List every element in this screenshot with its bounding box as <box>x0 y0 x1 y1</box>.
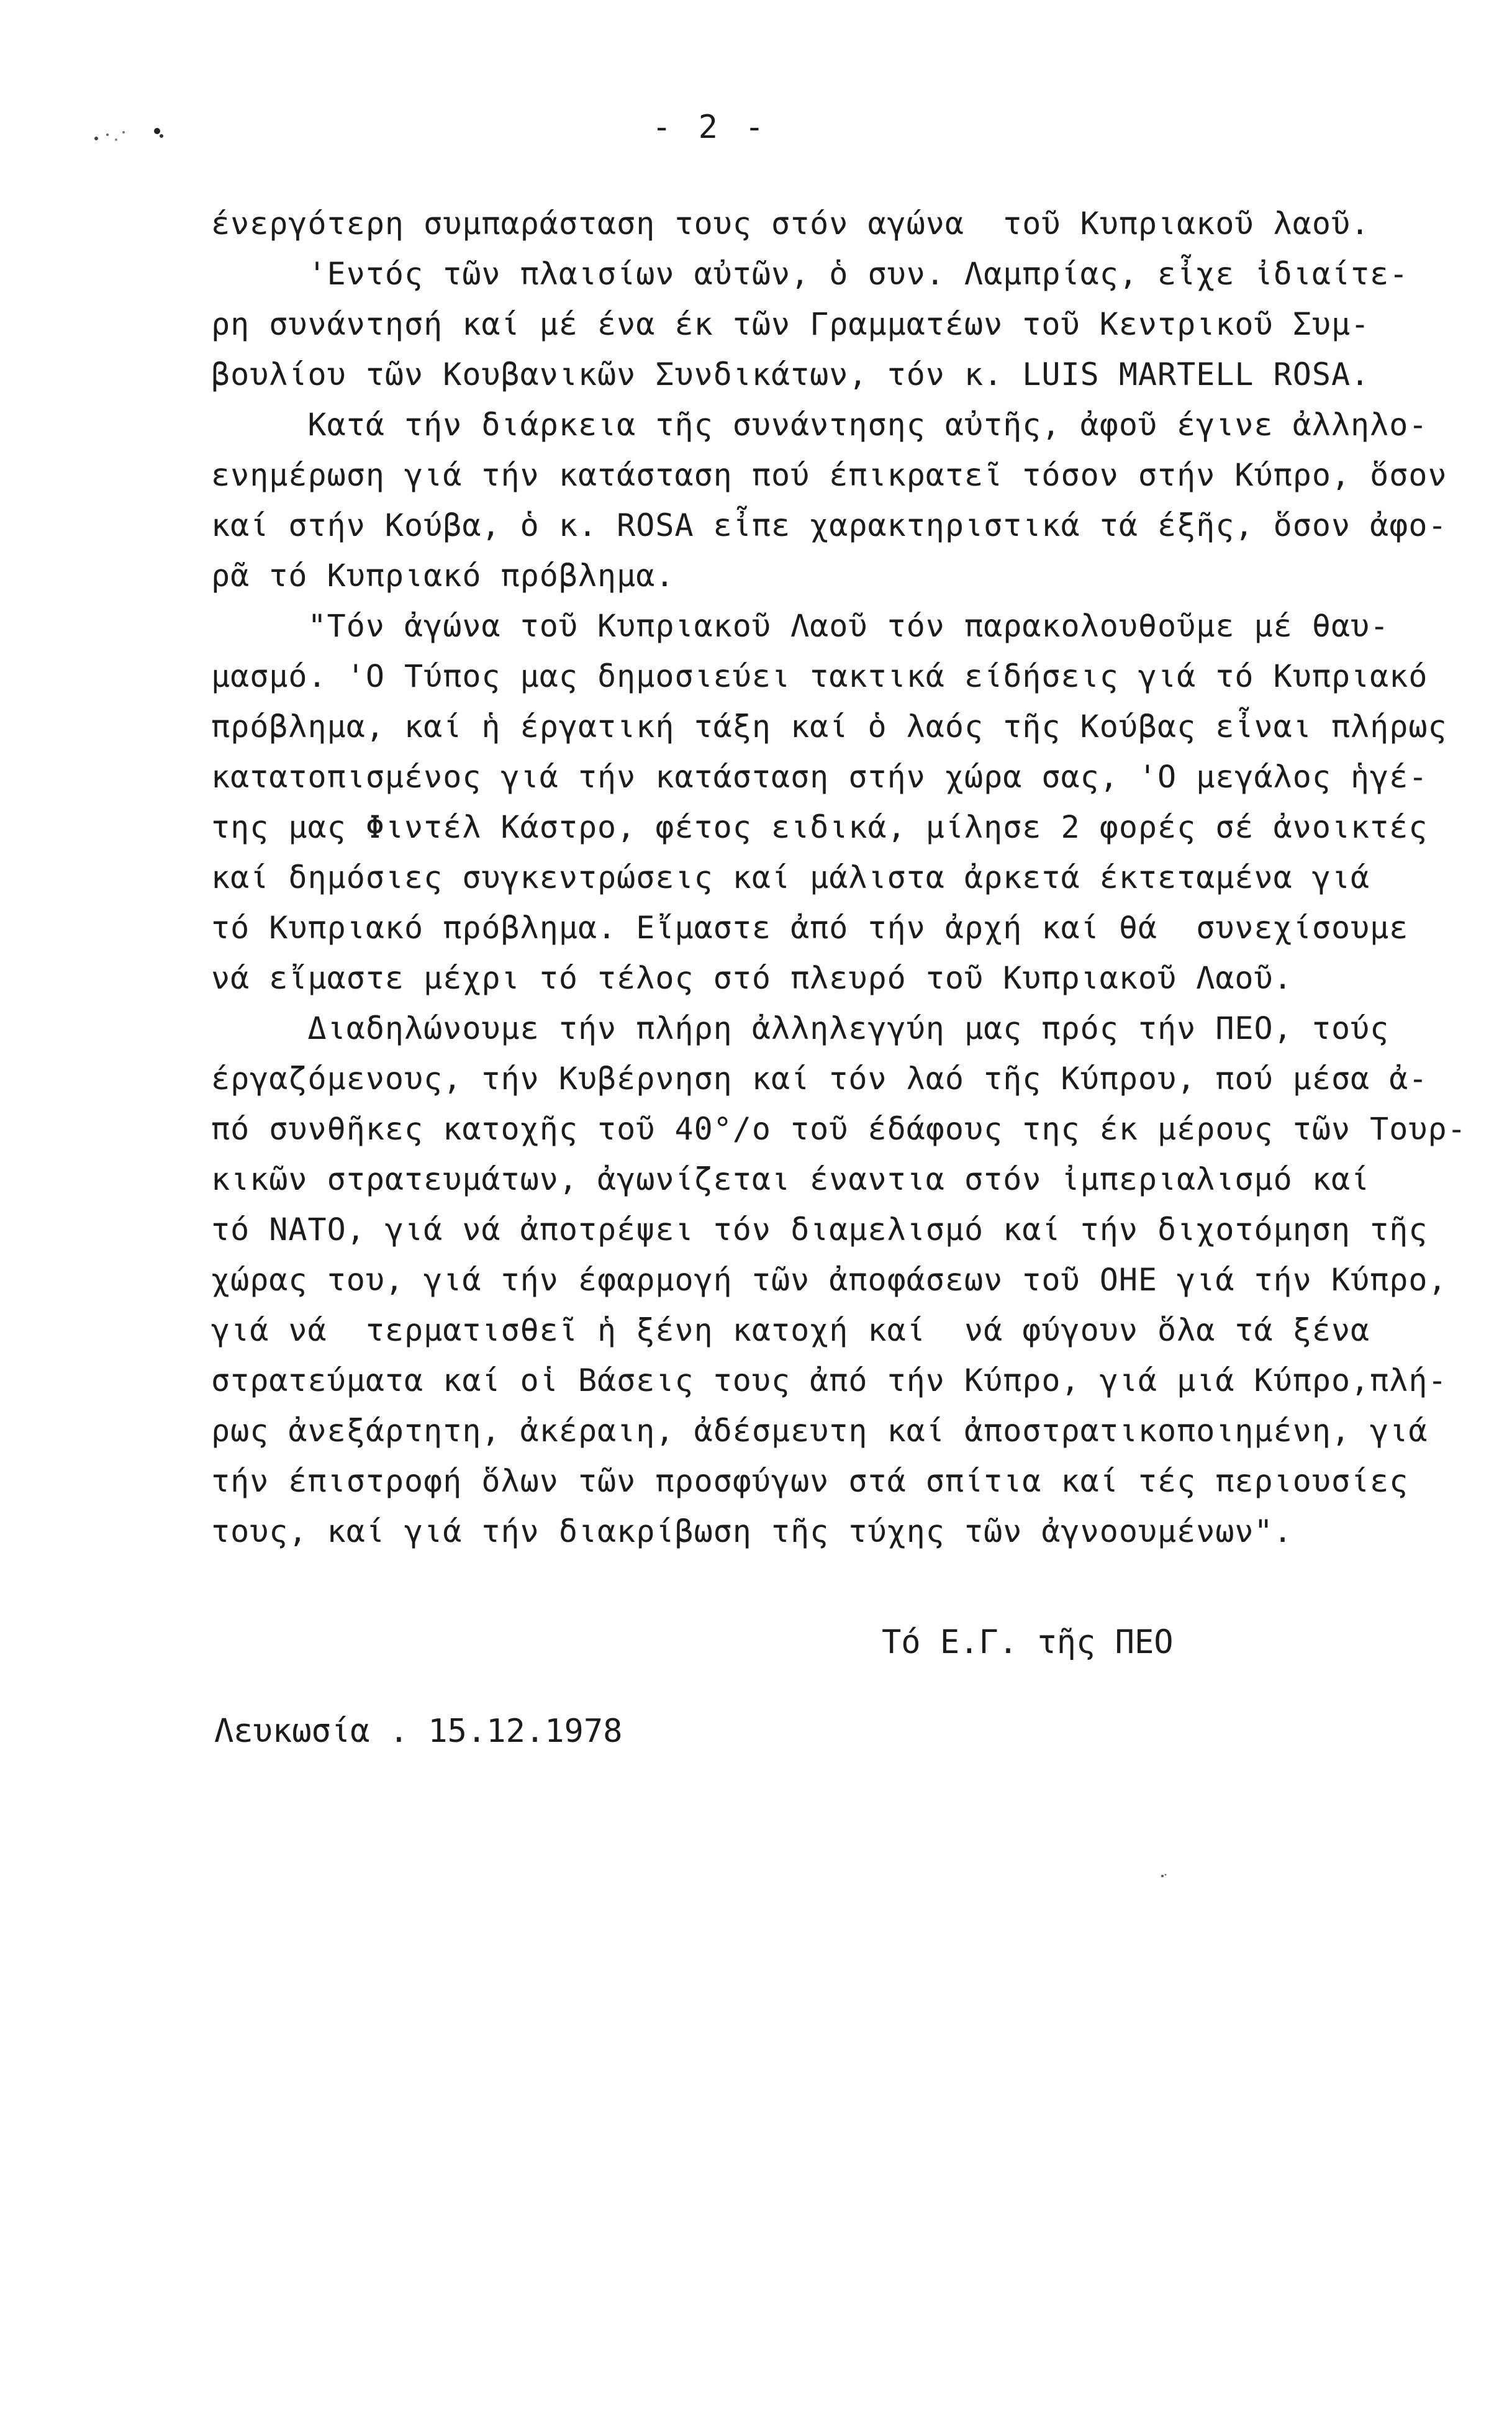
text-line: τό Κυπριακό πρόβλημα. Εἴμαστε ἀπό τήν ἀρχή καί θά συνεχίσουμε <box>211 910 1409 946</box>
text-line: ένεργότερη συμπαράσταση τους στόν αγώνα τοῦ Κυπριακοῦ λαοῦ. <box>211 206 1370 242</box>
page-number: - 2 - <box>652 109 768 146</box>
text-line: ρως ἀνεξάρτητη, ἀκέραιη, ἀδέσμευτη καί ἀποστρατικοποιημένη, γιά <box>211 1413 1428 1449</box>
text-line: Κατά τήν διάρκεια τῆς συνάντησης αὐτῆς, ἀφοῦ έγινε ἀλληλο- <box>211 407 1428 443</box>
text-line: τό ΝΑΤΟ, γιά νά ἀποτρέψει τόν διαμελισμό καί τήν διχοτόμηση τῆς <box>211 1212 1428 1248</box>
text-line: μασμό. 'Ο Τύπος μας δημοσιεύει τακτικά είδήσεις γιά τό Κυπριακό <box>211 658 1428 694</box>
letter-body <box>211 199 1467 1557</box>
text-line: 'Εντός τῶν πλαισίων αὐτῶν, ὁ συν. Λαμπρίας, εἶχε ἰδιαίτε- <box>211 256 1409 292</box>
text-line: πρόβλημα, καί ἡ έργατική τάξη καί ὁ λαός τῆς Κούβας εἶναι πλήρως <box>211 709 1447 745</box>
text-line: βουλίου τῶν Κουβανικῶν Συνδικάτων, τόν κ. LUIS MARTELL ROSA. <box>211 356 1370 392</box>
text-line: νά εἴμαστε μέχρι τό τέλος στό πλευρό τοῦ Κυπριακοῦ Λαοῦ. <box>211 960 1293 996</box>
text-line: στρατεύματα καί οἱ Βάσεις τους ἀπό τήν Κύπρο, γιά μιά Κύπρο,πλή- <box>211 1362 1447 1398</box>
text-line: πό συνθῆκες κατοχῆς τοῦ 40°/ο τοῦ έδάφους της έκ μέρους τῶν Τουρ- <box>211 1111 1467 1147</box>
text-line: γιά νά τερματισθεῖ ἡ ξένη κατοχή καί νά φύγουν ὅλα τά ξένα <box>211 1312 1370 1348</box>
text-line: έργαζόμενους, τήν Κυβέρνηση καί τόν λαό τῆς Κύπρου, πού μέσα ἀ- <box>211 1061 1428 1097</box>
place-date: Λευκωσία . 15.12.1978 <box>214 1713 623 1750</box>
text-line: κατατοπισμένος γιά τήν κατάσταση στήν χώρα σας, 'Ο μεγάλος ἡγέ- <box>211 759 1428 795</box>
text-line: καί στήν Κούβα, ὁ κ. ROSA εἶπε χαρακτηριστικά τά έξῆς, ὅσον ἀφο- <box>211 507 1447 543</box>
text-line: ρη συνάντησή καί μέ ένα έκ τῶν Γραμματέων τοῦ Κεντρικοῦ Συμ- <box>211 306 1370 342</box>
text-line: καί δημόσιες συγκεντρώσεις καί μάλιστα ἀρκετά έκτεταμένα γιά <box>211 859 1370 895</box>
scan-speck <box>1160 1872 1167 1880</box>
scan-smudge <box>84 121 177 146</box>
text-line: της μας Φιντέλ Κάστρο, φέτος ειδικά, μίλησε 2 φορές σέ ἀνοικτές <box>211 809 1428 845</box>
signature: Τό Ε.Γ. τῆς ΠΕΟ <box>882 1624 1174 1661</box>
text-line: ενημέρωση γιά τήν κατάσταση πού έπικρατεῖ τόσον στήν Κύπρο, ὅσον <box>211 457 1447 493</box>
text-line: κικῶν στρατευμάτων, ἀγωνίζεται έναντια στόν ἰμπεριαλισμό καί <box>211 1161 1370 1197</box>
text-line: ρᾶ τό Κυπριακό πρόβλημα. <box>211 558 675 594</box>
text-line: χώρας του, γιά τήν έφαρμογή τῶν ἀποφάσεων τοῦ ΟΗΕ γιά τήν Κύπρο, <box>211 1262 1447 1298</box>
text-line: τους, καί γιά τήν διακρίβωση τῆς τύχης τῶν ἀγνοουμένων". <box>211 1513 1293 1549</box>
text-line: Διαδηλώνουμε τήν πλήρη ἀλληλεγγύη μας πρός τήν ΠΕΟ, τούς <box>211 1010 1390 1046</box>
text-line: τήν έπιστροφή ὅλων τῶν προσφύγων στά σπίτια καί τές περιουσίες <box>211 1463 1409 1499</box>
text-line: "Τόν ἀγώνα τοῦ Κυπριακοῦ Λαοῦ τόν παρακολουθοῦμε μέ θαυ- <box>211 608 1390 644</box>
